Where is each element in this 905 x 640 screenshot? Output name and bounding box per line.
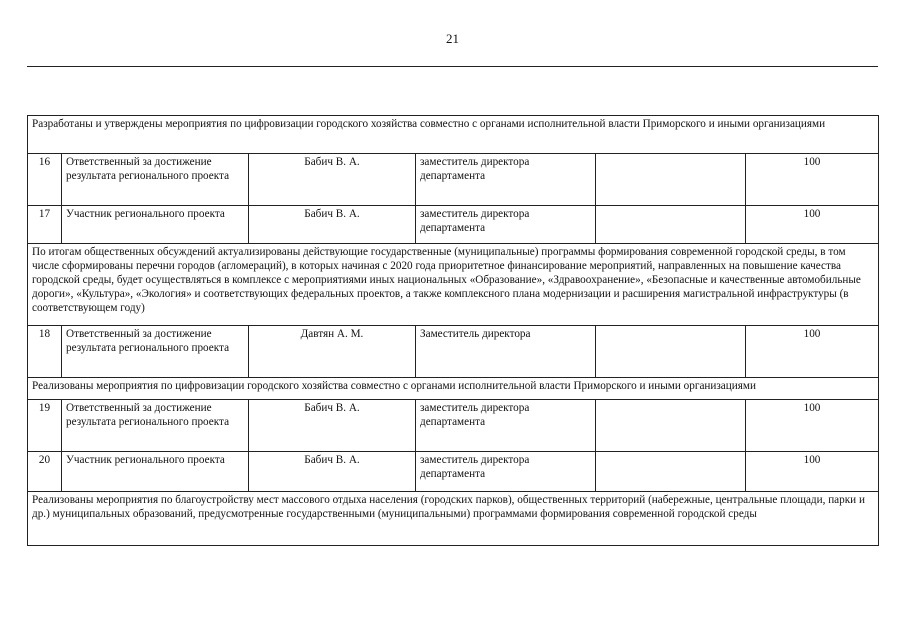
table-row xyxy=(28,452,879,492)
section-row xyxy=(28,378,879,400)
participant-role: Ответственный за достижение результата регионального проекта xyxy=(62,400,249,452)
table-row xyxy=(28,154,879,206)
participant-name: Бабич В. А. xyxy=(249,206,416,244)
participant-position: заместитель директора департамента xyxy=(416,452,596,492)
participant-name: Бабич В. А. xyxy=(249,400,416,452)
section-text: Разработаны и утверждены мероприятия по цифровизации городского хозяйства совместно с органами исполнительной власти Приморского и иными организациями xyxy=(28,116,879,154)
participant-extra xyxy=(596,400,746,452)
participant-role: Ответственный за достижение результата регионального проекта xyxy=(62,154,249,206)
participant-extra xyxy=(596,154,746,206)
participant-extra xyxy=(596,452,746,492)
participant-role: Участник регионального проекта xyxy=(62,452,249,492)
section-text: Реализованы мероприятия по благоустройству мест массового отдыха населения (городских парков), общественных территорий (набережные, центральные площади, парки и др.) муниципальных образований, предусмотренные государственными (муниципальными) программами формирования современной городской среды xyxy=(28,492,879,546)
participation-share: 100 xyxy=(746,206,879,244)
table-row xyxy=(28,400,879,452)
participation-share: 100 xyxy=(746,326,879,378)
row-number: 18 xyxy=(28,326,62,378)
participant-extra xyxy=(596,326,746,378)
participant-name: Давтян А. М. xyxy=(249,326,416,378)
participant-name: Бабич В. А. xyxy=(249,154,416,206)
row-number: 19 xyxy=(28,400,62,452)
participation-share: 100 xyxy=(746,400,879,452)
participant-role: Участник регионального проекта xyxy=(62,206,249,244)
participant-position: заместитель директора департамента xyxy=(416,400,596,452)
table-row xyxy=(28,326,879,378)
project-participants-table xyxy=(27,115,879,546)
section-row xyxy=(28,492,879,546)
row-number: 17 xyxy=(28,206,62,244)
table-row xyxy=(28,206,879,244)
participation-share: 100 xyxy=(746,154,879,206)
participant-position: заместитель директора департамента xyxy=(416,206,596,244)
section-row xyxy=(28,244,879,326)
participant-position: Заместитель директора xyxy=(416,326,596,378)
participant-position: заместитель директора департамента xyxy=(416,154,596,206)
row-number: 20 xyxy=(28,452,62,492)
participant-name: Бабич В. А. xyxy=(249,452,416,492)
participant-extra xyxy=(596,206,746,244)
section-text: По итогам общественных обсуждений актуализированы действующие государственные (муниципальные) программы формирования современной городской среды, в том числе сформированы перечни городов (агломераций), в которых начиная с 2020 года приоритетное финансирование мероприятий, направленных на повышение качества городской среды, будет осуществляться в комплексе с мероприятиями иных национальных «Образование», «Здравоохранение», «Безопасные и качественные автомобильные дороги», «Культура», «Экология» и соответствующих федеральных проектов, а также комплексного плана модернизации и расширения магистральной инфраструктуры (в соответствующем году) xyxy=(28,244,879,326)
section-row xyxy=(28,116,879,154)
row-number: 16 xyxy=(28,154,62,206)
participation-share: 100 xyxy=(746,452,879,492)
page-number: 21 xyxy=(446,31,459,46)
participant-role: Ответственный за достижение результата регионального проекта xyxy=(62,326,249,378)
header-rule xyxy=(27,66,878,67)
section-text: Реализованы мероприятия по цифровизации городского хозяйства совместно с органами исполнительной власти Приморского и иными организациями xyxy=(28,378,879,400)
